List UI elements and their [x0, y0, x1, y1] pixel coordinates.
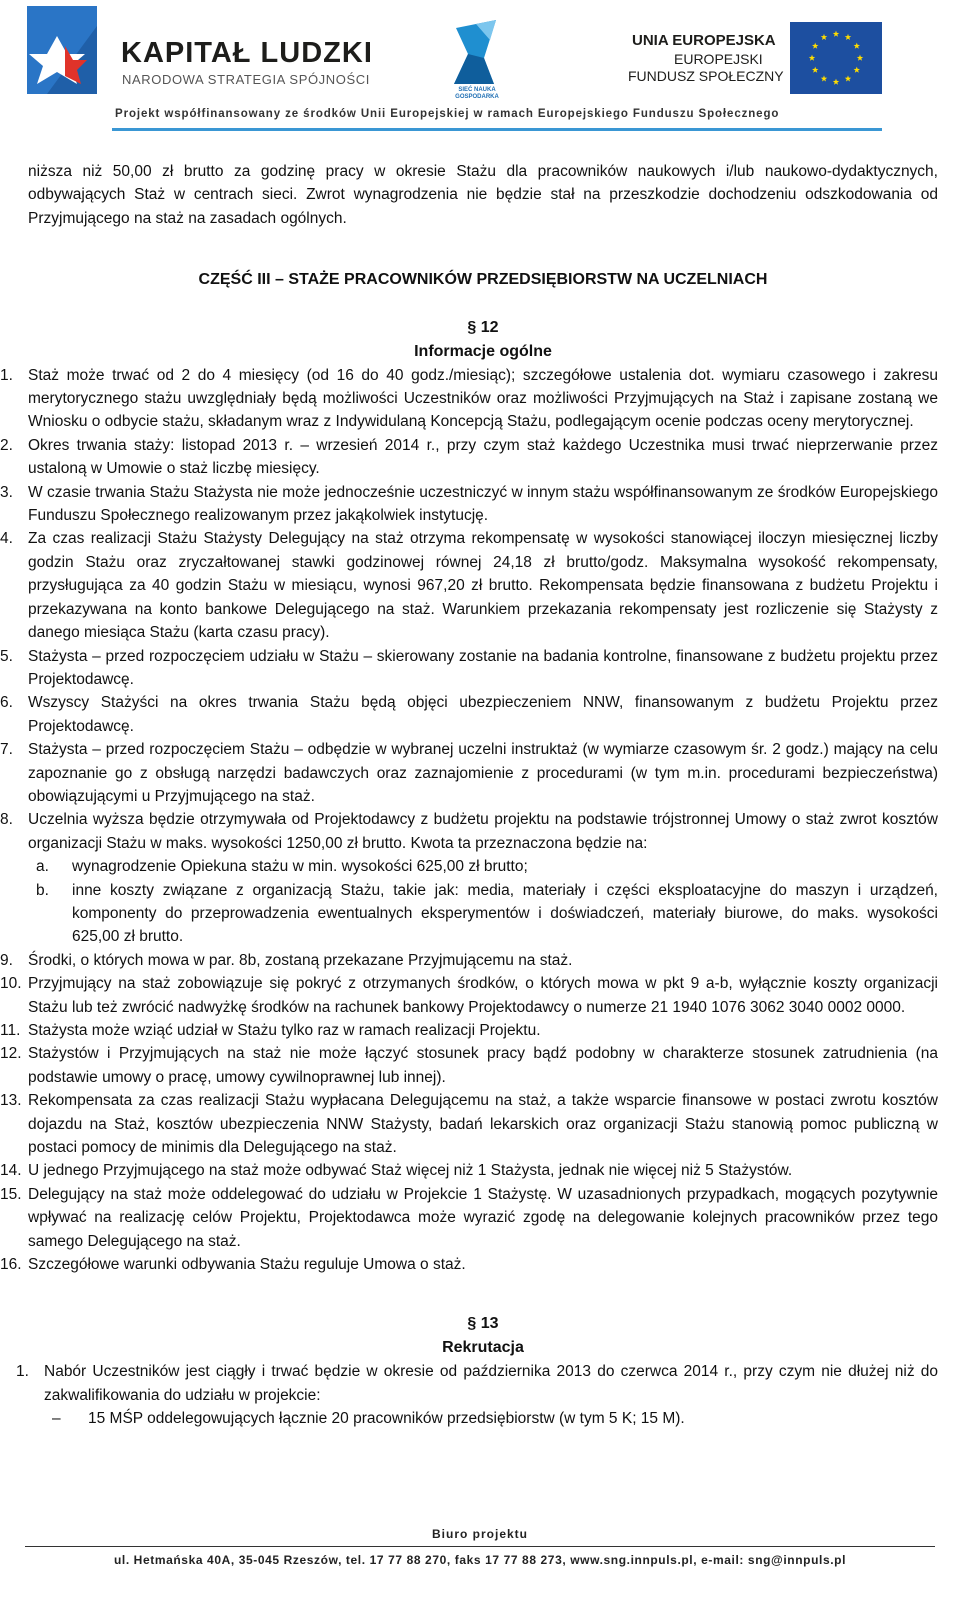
header-divider: [112, 128, 882, 131]
footer-divider: [25, 1546, 935, 1547]
section-12-sign: § 12: [467, 318, 499, 336]
list-item-number: 2.: [0, 436, 13, 454]
list-item-text: Nabór Uczestników jest ciągły i trwać będzie w okresie od października 2013 do czerwca 2014 r., przy czym nie dłużej niż do zakwalifikowania do udziału w projekcie:: [44, 1363, 938, 1404]
kapital-ludzki-logo-icon: [27, 6, 97, 94]
list-item-text: U jednego Przyjmującego na staż może odbywać Staż więcej niż 1 Stażysta, jednak nie więcej niż 5 Stażystów.: [28, 1162, 793, 1180]
document-body: [0, 160, 938, 1431]
siec-nauka-gospodarka-text: SIEĆ NAUKA GOSPODARKA: [455, 87, 499, 100]
list-item-text: Delegujący na staż może oddelegować do udziału w Projekcie 1 Stażystę. W uzasadnionych przypadkach, mogących pozytywnie wpływać na realizację celów Projektu, Projektodawca może wyrazić zgodę na delegowanie kolejnych pracowników przez tego samego Delegującego na staż.: [28, 1185, 938, 1250]
sub-list-item: [28, 879, 938, 949]
list-item-number: 8.: [0, 811, 13, 829]
sub-list-item-letter: b.: [36, 881, 49, 899]
list-item-text: Przyjmujący na staż zobowiązuje się pokryć z otrzymanych środków, o których mowa w pkt 9 a-b, wyłącznie koszty organizacji Stażu lub też zwrócić nadwyżkę środków na rachunek bankowy Projektodawcy o numerze 21 1940 1076 3062 3040 0002 0000.: [28, 975, 938, 1016]
list-item: [0, 434, 938, 481]
sub-list-item-letter: a.: [36, 858, 49, 876]
list-item-number: 7.: [0, 741, 13, 759]
list-item-number: 1.: [0, 366, 13, 384]
eu-fund-line2: FUNDUSZ SPOŁECZNY: [628, 68, 784, 84]
list-item-text: Stażysta – przed rozpoczęciem udziału w Stażu – skierowany zostanie na badania kontrolne, finansowane z budżetu projektu przez Projektodawcę.: [28, 647, 938, 688]
list-item-text: Szczegółowe warunki odbywania Stażu reguluje Umowa o staż.: [28, 1256, 466, 1274]
list-item: [0, 1019, 938, 1042]
sub-list-item-text: wynagrodzenie Opiekuna stażu w min. wysokości 625,00 zł brutto;: [72, 858, 528, 876]
kapital-ludzki-subtitle: NARODOWA STRATEGIA SPÓJNOŚCI: [122, 72, 370, 87]
section-13-dash-list: [28, 1407, 938, 1430]
list-item: [0, 1159, 938, 1182]
list-item-number: 4.: [0, 530, 13, 548]
list-item-text: Stażystów i Przyjmujących na staż nie może łączyć stosunek pracy bądź podobny w charakterze stosunek zatrudnienia (na podstawie umowy o pracę, umowy cywilnoprawnej lub innej).: [28, 1045, 938, 1086]
list-item: [0, 645, 938, 692]
list-item: [0, 481, 938, 528]
list-item-number: 6.: [0, 694, 13, 712]
page-header: [0, 0, 960, 140]
section-13-sign: § 13: [467, 1315, 499, 1333]
footer-address: ul. Hetmańska 40A, 35-045 Rzeszów, tel. 17 77 88 270, faks 17 77 88 273, www.sng.innpuls.pl, e-mail: sng@innpuls.pl: [113, 1553, 847, 1567]
dash-list-item: [28, 1407, 938, 1430]
eu-flag-icon: [790, 22, 882, 94]
list-item-text: Za czas realizacji Stażu Stażysty Delegujący na staż otrzyma rekompensatę w wysokości stanowiącej iloczyn miesięcznej liczby godzin Stażu oraz zryczałtowanej stawki godzinowej równej 24,18 zł brutto/godz. Maksymalna wysokość rekompensaty, przysługująca za 40 godzin Stażu w miesiącu, wynosi 967,20 zł brutto. Rekompensata będzie finansowana z budżetu Projektu i przekazywana na konto bankowe Delegującego na staż. Warunkiem przekazania rekompensaty jest rozliczenie się Stażysty z danego miesiąca Stażu (karta czasu pracy).: [28, 530, 938, 642]
list-item: [0, 738, 938, 808]
list-item-text: W czasie trwania Stażu Stażysta nie może jednocześnie uczestniczyć w innym stażu współfinansowanym ze środków Europejskiego Funduszu Społecznego realizowanym przez jakąkolwiek instytucję.: [28, 483, 938, 525]
list-item: [0, 1253, 938, 1276]
page-footer: [0, 1520, 960, 1601]
list-item-number: 13.: [0, 1092, 22, 1110]
section-12-list: [0, 364, 938, 1277]
list-item-number: 3.: [0, 483, 13, 501]
section-13-title: Rekrutacja: [442, 1339, 524, 1357]
list-item: [0, 808, 938, 855]
list-item: [16, 1360, 938, 1407]
part-heading: CZĘŚĆ III – STAŻE PRACOWNIKÓW PRZEDSIĘBIORSTW NA UCZELNIACH: [198, 271, 768, 289]
list-item-number: 5.: [0, 647, 13, 665]
list-item-number: 16.: [0, 1256, 22, 1274]
eu-title: UNIA EUROPEJSKA: [632, 32, 776, 49]
list-item-text: Okres trwania staży: listopad 2013 r. – wrzesień 2014 r., przy czym staż każdego Uczestnika musi trwać nieprzerwanie przez ustaloną w Umowie o staż liczbę miesięcy.: [28, 436, 938, 478]
list-item: [0, 972, 938, 1019]
list-item-text: Staż może trwać od 2 do 4 miesięcy (od 16 do 40 godz./miesiąc); szczegółowe ustalenia dot. wymiaru czasowego i zakresu merytorycznego stażu uwzględniały będą możliwości Uczestników oraz możliwości Przyjmujących na Staż i zapisane zostaną we Wniosku o odbycie stażu, składanym wraz z Indywidulaną Koncepcją Stażu, podlegającym ocenie podczas oceny merytorycznej.: [28, 366, 938, 431]
sub-list: [28, 855, 938, 949]
header-tagline: Projekt współfinansowany ze środków Unii Europejskiej w ramach Europejskiego Funduszu Społecznego: [115, 108, 780, 120]
section-13-list: [16, 1360, 938, 1407]
list-item-number: 15.: [0, 1185, 22, 1203]
list-item-number: 9.: [0, 951, 13, 969]
list-item: [0, 691, 938, 738]
sub-list-item: [28, 855, 938, 878]
list-item-number: 14.: [0, 1162, 22, 1180]
sub-list-item-text: inne koszty związane z organizacją Stażu, takie jak: media, materiały i części eksploatacyjne do maszyn i urządzeń, komponenty do przeprowadzenia ewentualnych eksperymentów i doświadczeń, materiały biurowe, do maks. wysokości 625,00 zł brutto.: [72, 881, 938, 946]
dash-list-item-text: 15 MŚP oddelegowujących łącznie 20 pracowników przedsiębiorstw (w tym 5 K; 15 M).: [88, 1410, 685, 1428]
kapital-ludzki-title: KAPITAŁ LUDZKI: [121, 37, 373, 69]
list-item-number: 11.: [0, 1022, 21, 1039]
list-item: [0, 527, 938, 644]
list-item: [0, 364, 938, 434]
list-item: [0, 1042, 938, 1089]
list-item: [0, 1183, 938, 1253]
list-item-text: Środki, o których mowa w par. 8b, zostaną przekazane Przyjmującemu na staż.: [28, 951, 573, 969]
list-item-text: Rekompensata za czas realizacji Stażu wypłacana Delegującemu na staż, a także wsparcie finansowe w postaci zwrotu kosztów dojazdu na Staż, kosztów ubezpieczenia NNW Stażysty, badań lekarskich oraz organizacji Stażu stanowią pomoc publiczną w postaci pomocy de minimis dla Delegującego na staż.: [28, 1092, 938, 1157]
list-item-number: 10.: [0, 975, 22, 993]
list-item-text: Stażysta – przed rozpoczęciem Stażu – odbędzie w wybranej uczelni instruktaż (w wymiarze czasowym śr. 2 godz.) mający na celu zapoznanie go z obsługą narzędzi badawczych oraz zaznajomienie z procedurami (w tym m.in. procedurami bezpieczeństwa) obowiązującymi u Przyjmującego na staż.: [28, 741, 938, 805]
section-12-title: Informacje ogólne: [414, 342, 552, 360]
list-item-text: Uczelnia wyższa będzie otrzymywała od Projektodawcy z budżetu projektu na podstawie trójstronnej Umowy o staż zwrot kosztów organizacji Stażu w maks. wysokości 1250,00 zł brutto. Kwota ta przeznaczona będzie na:: [28, 811, 938, 852]
dash-marker: –: [52, 1410, 61, 1428]
list-item-number: 1.: [16, 1363, 29, 1381]
list-item: [0, 1089, 938, 1159]
intro-paragraph: niższa niż 50,00 zł brutto za godzinę pracy w okresie Stażu dla pracowników naukowych i/lub naukowo-dydaktycznych, odbywających Staż w centrach sieci. Zwrot wynagrodzenia nie będzie stał na przeszkodzie dochodzeniu odszkodowania od Przyjmującego na staż na zasadach ogólnych.: [28, 163, 938, 227]
eu-fund-line1: EUROPEJSKI: [674, 51, 763, 67]
siec-nauka-gospodarka-logo-icon: [446, 18, 504, 96]
list-item-text: Wszyscy Stażyści na okres trwania Stażu będą objęci ubezpieczeniem NNW, finansowanym z budżetu Projektu przez Projektodawcę.: [28, 694, 938, 735]
footer-office-label: Biuro projektu: [431, 1527, 528, 1541]
list-item: [0, 949, 938, 972]
list-item-number: 12.: [0, 1045, 22, 1063]
list-item-text: Stażysta może wziąć udział w Stażu tylko raz w ramach realizacji Projektu.: [28, 1022, 541, 1039]
